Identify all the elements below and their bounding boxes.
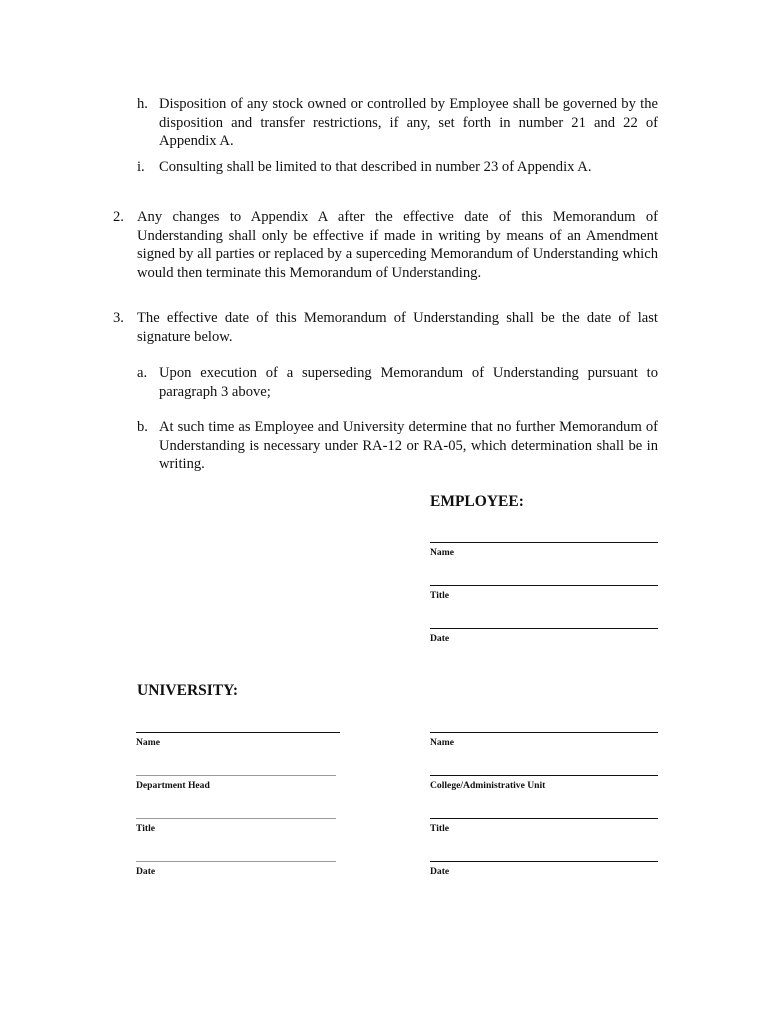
item-marker: h.	[137, 96, 148, 112]
university-date-line[interactable]	[136, 861, 336, 862]
college-name-label: Name	[430, 737, 454, 748]
college-unit-line[interactable]	[430, 775, 658, 776]
university-title-line[interactable]	[136, 818, 336, 819]
clause-a-text: Upon execution of a superseding Memorandum of Understanding pursuant to paragraph 3 above;	[159, 365, 658, 400]
employee-title-label: Title	[430, 590, 450, 601]
university-name-line[interactable]	[136, 732, 340, 733]
college-unit-label: College/Administrative Unit	[430, 780, 546, 791]
item-marker: b.	[137, 419, 148, 435]
employee-name-label: Name	[430, 547, 454, 558]
clause-h-text: Disposition of any stock owned or controlled by Employee shall be governed by the disposition and transfer restrictions, if any, set forth in number 21 and 22 of Appendix A.	[159, 96, 658, 150]
clause-i-text: Consulting shall be limited to that described in number 23 of Appendix A.	[159, 159, 592, 175]
department-head-line[interactable]	[136, 775, 336, 776]
item-marker: 2.	[113, 209, 124, 225]
item-marker: i.	[137, 159, 145, 175]
employee-heading: EMPLOYEE:	[430, 493, 524, 510]
clause-3-text: The effective date of this Memorandum of Understanding shall be the date of last signature below.	[137, 310, 658, 345]
university-name-label: Name	[136, 737, 160, 748]
employee-name-line[interactable]	[430, 542, 658, 543]
university-heading: UNIVERSITY:	[137, 682, 239, 699]
item-marker: 3.	[113, 310, 124, 326]
university-title-label: Title	[136, 823, 156, 834]
college-date-line[interactable]	[430, 861, 658, 862]
college-date-label: Date	[430, 866, 450, 877]
clause-b-text: At such time as Employee and University determine that no further Memorandum of Understanding is necessary under RA-12 or RA-05, which determination shall be in writing.	[159, 419, 658, 473]
item-marker: a.	[137, 365, 148, 381]
employee-title-line[interactable]	[430, 585, 658, 586]
employee-date-line[interactable]	[430, 628, 658, 629]
college-title-label: Title	[430, 823, 450, 834]
college-title-line[interactable]	[430, 818, 658, 819]
department-head-label: Department Head	[136, 780, 210, 791]
university-date-label: Date	[136, 866, 156, 877]
college-name-line[interactable]	[430, 732, 658, 733]
employee-date-label: Date	[430, 633, 450, 644]
clause-2-text: Any changes to Appendix A after the effective date of this Memorandum of Understanding shall only be effective if made in writing by means of an Amendment signed by all parties or replaced by a superceding Memorandum of Understanding which would then terminate this Memorandum of Understanding.	[137, 209, 658, 281]
